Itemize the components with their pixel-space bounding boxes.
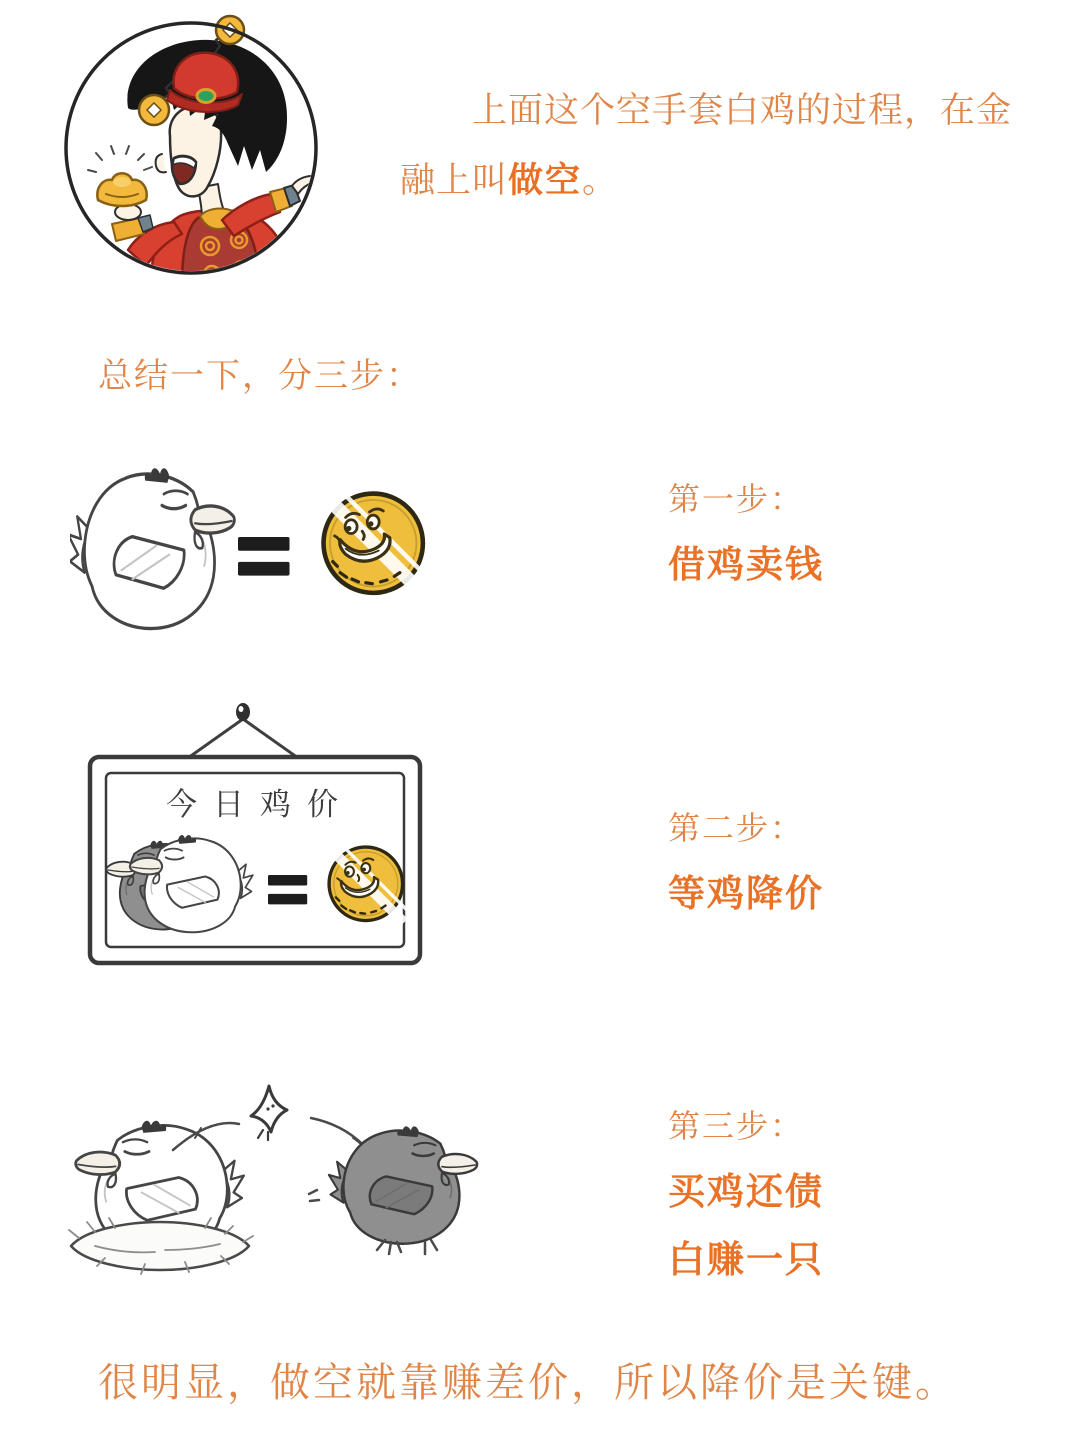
step2-illustration [80, 693, 430, 973]
god-of-wealth-avatar [62, 8, 320, 284]
step3-title: 买鸡还债 [668, 1171, 824, 1212]
gray-chicken-icon [329, 1126, 477, 1243]
step2-text [668, 806, 824, 918]
step2-title: 等鸡降价 [668, 873, 824, 914]
intro-bold-term: 做空 [508, 161, 583, 200]
gold-coin-icon [316, 479, 437, 600]
nail-icon [236, 703, 250, 721]
summary-line: 总结一下，分三步： [98, 357, 422, 395]
crumpled-paper-icon [251, 1086, 287, 1140]
intro-period: 。 [582, 161, 619, 200]
step3-label: 第三步： [668, 1108, 805, 1144]
step1-illustration [70, 458, 440, 648]
ear [156, 154, 166, 172]
step3-title-2: 白赚一只 [668, 1239, 824, 1280]
intro-paragraph [400, 76, 1060, 216]
intro-line2: 融上叫 [400, 161, 509, 200]
hat-gem [197, 90, 215, 103]
nest-icon [69, 1218, 253, 1274]
board-title: 今日鸡价 [166, 787, 354, 822]
equals-icon [238, 537, 290, 576]
white-chicken-icon [70, 468, 234, 628]
footer-line: 很明显，做空就靠赚差价，所以降价是关键。 [98, 1361, 958, 1405]
sparkle-lines [88, 146, 152, 172]
step1-text [668, 477, 824, 589]
step1-title: 借鸡卖钱 [668, 544, 824, 585]
step3-text [668, 1104, 824, 1284]
step1-label: 第一步： [668, 481, 805, 517]
motion-marks [309, 1190, 319, 1201]
avatar-illustration [62, 8, 320, 284]
step2-label: 第二步： [668, 810, 805, 846]
intro-line1: 上面这个空手套白鸡的过程，在金 [472, 91, 1013, 130]
step3-illustration [55, 1078, 485, 1283]
